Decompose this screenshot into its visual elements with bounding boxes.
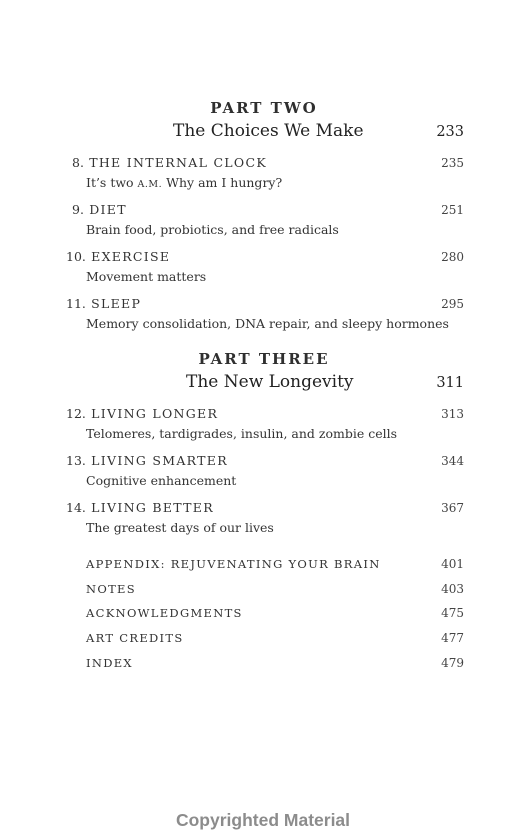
toc-entry-chapter-12[interactable] (66, 406, 218, 421)
chapter-page: 235 (441, 156, 464, 170)
toc-entry-appendix[interactable]: APPENDIX: REJUVENATING YOUR BRAIN (86, 557, 381, 571)
chapter-title: EXERCISE (91, 249, 171, 264)
chapter-page: 295 (441, 297, 464, 311)
chapter-title: LIVING BETTER (91, 500, 214, 515)
chapter-number: 11. (66, 296, 86, 311)
chapter-title: SLEEP (91, 296, 142, 311)
chapter-subtitle: Memory consolidation, DNA repair, and sleepy hormones (86, 316, 449, 331)
toc-entry-acknowledgments[interactable]: ACKNOWLEDGMENTS (86, 606, 243, 620)
chapter-number: 10. (66, 249, 86, 264)
chapter-title: THE INTERNAL CLOCK (89, 155, 267, 170)
toc-entry-chapter-9[interactable] (72, 202, 127, 217)
chapter-subtitle: The greatest days of our lives (86, 520, 274, 535)
chapter-number: 12. (66, 406, 86, 421)
acknowledgments-page: 475 (441, 606, 464, 620)
notes-page: 403 (441, 582, 464, 596)
subtitle-smallcaps: A.M. (137, 179, 163, 190)
part-three-page: 311 (436, 375, 464, 391)
part-three-label: PART THREE (198, 350, 330, 368)
chapter-page: 344 (441, 454, 464, 468)
chapter-number: 9. (72, 202, 84, 217)
art-credits-page: 477 (441, 631, 464, 645)
chapter-page: 367 (441, 501, 464, 515)
part-two-title: The Choices We Make (173, 121, 364, 141)
chapter-number: 13. (66, 453, 86, 468)
toc-entry-index[interactable]: INDEX (86, 656, 133, 670)
chapter-title: LIVING SMARTER (91, 453, 228, 468)
subtitle-text: Why am I hungry? (162, 175, 283, 190)
chapter-title: LIVING LONGER (91, 406, 219, 421)
part-two-label: PART TWO (210, 99, 318, 117)
chapter-subtitle (86, 175, 282, 190)
copyright-watermark: Copyrighted Material (175, 810, 351, 830)
index-page: 479 (441, 656, 464, 670)
part-three-title: The New Longevity (186, 372, 354, 392)
chapter-number: 8. (72, 155, 84, 170)
chapter-page: 251 (441, 203, 464, 217)
part-two-page: 233 (436, 124, 464, 140)
chapter-subtitle: Brain food, probiotics, and free radicals (86, 222, 339, 237)
toc-entry-chapter-14[interactable] (66, 500, 214, 515)
toc-entry-chapter-13[interactable] (66, 453, 228, 468)
chapter-page: 280 (441, 250, 464, 264)
toc-entry-chapter-10[interactable] (66, 249, 170, 264)
chapter-title: DIET (89, 202, 127, 217)
chapter-number: 14. (66, 500, 86, 515)
toc-entry-chapter-11[interactable] (66, 296, 141, 311)
toc-entry-art-credits[interactable]: ART CREDITS (86, 631, 184, 645)
chapter-subtitle: Movement matters (86, 269, 207, 284)
subtitle-text: It’s two (86, 175, 138, 190)
chapter-page: 313 (441, 407, 464, 421)
chapter-subtitle: Cognitive enhancement (86, 473, 237, 488)
appendix-page: 401 (441, 557, 464, 571)
toc-entry-chapter-8[interactable] (72, 155, 267, 170)
chapter-subtitle: Telomeres, tardigrades, insulin, and zombie cells (86, 426, 398, 441)
toc-entry-notes[interactable]: NOTES (86, 582, 136, 596)
